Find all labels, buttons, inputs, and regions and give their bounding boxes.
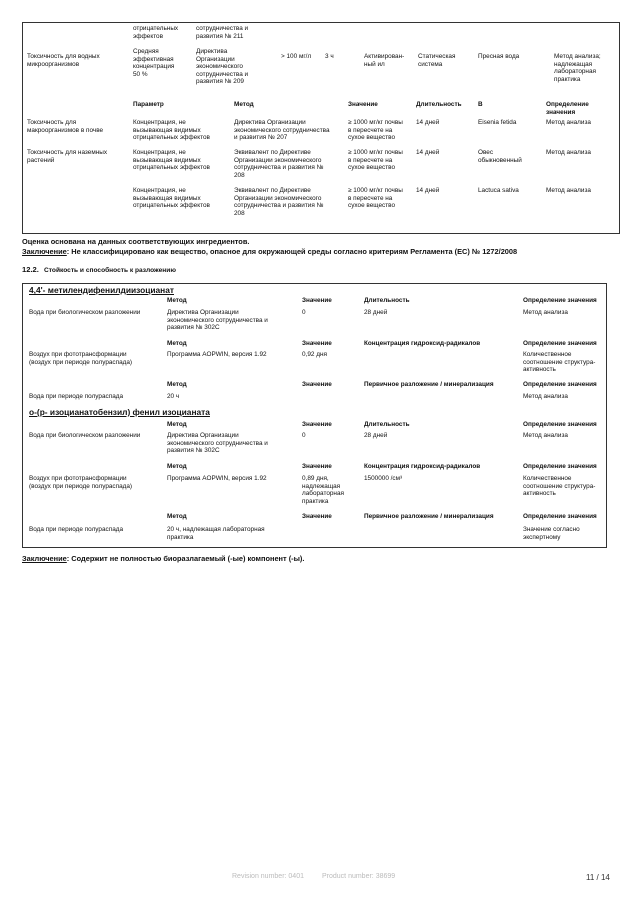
cell-label: Воздух при фототрансформации (воздух при периоде полураспада) — [29, 351, 133, 366]
conclusion-text: : Содержит не полностью биоразлагаемый (-ые) компонент (-ы). — [66, 554, 305, 563]
cell-method: 20 ч — [167, 393, 180, 400]
header-value: Значение — [302, 381, 332, 388]
header-value: Значение — [302, 297, 332, 304]
cell-label: Вода при периоде полураспада — [29, 393, 124, 400]
header-method: Метод — [167, 297, 187, 304]
page-number: 11 / 14 — [586, 873, 610, 882]
section-heading — [22, 265, 176, 274]
assessment-conclusion — [22, 247, 517, 256]
header-definition: Определение значения — [546, 101, 589, 116]
header-definition: Определение значения — [523, 463, 597, 470]
cell-method: Эквивалент по Директиве Организации экономического сотрудничества и развития № 208 — [234, 149, 324, 179]
header-method: Метод — [167, 421, 187, 428]
cell-method: Директива Организации экономического сотрудничества и развития № 302С — [167, 432, 268, 455]
header-value: Значение — [348, 101, 378, 108]
assessment-basis: Оценка основана на данных соответствующих ингредиентов. — [22, 237, 250, 246]
section-title: Стойкость и способность к разложению — [44, 267, 176, 274]
cell-duration: 14 дней — [416, 187, 440, 194]
header-col4: Первичное разложение / минерализация — [364, 381, 494, 388]
cell-value: ≥ 1000 мг/кг почвы в пересчете на сухое вещество — [348, 149, 403, 172]
header-b: В — [478, 101, 483, 108]
header-definition: Определение значения — [523, 421, 597, 428]
header-duration: Длительность — [416, 101, 462, 108]
substance-name: 4,4'- метилендифенилдиизоцианат — [29, 285, 174, 295]
ecotoxicity-table — [22, 22, 620, 234]
section-number: 12.2. — [22, 265, 39, 274]
cell-value: 0,89 дня, надлежащая лабораторная практика — [302, 475, 344, 505]
cell-method: Директива Организации экономического сотрудничества и развития № 207 — [234, 119, 330, 142]
cell-method: Программа AOPWIN, версия 1.92 — [167, 475, 267, 482]
header-definition: Определение значения — [523, 513, 597, 520]
cell-time: 3 ч — [325, 53, 334, 60]
cell-method: Эквивалент по Директиве Организации экономического сотрудничества и развития № 208 — [234, 187, 324, 217]
cell-label: Воздух при фототрансформации (воздух при периоде полураспада) — [29, 475, 133, 490]
cell-definition: Метод анализа — [523, 432, 568, 439]
cell-param: отрицательных эффектов — [133, 25, 179, 40]
header-param: Параметр — [133, 101, 164, 108]
substance-name: о-(р- изоцианатобензил) фенил изоцианата — [29, 407, 210, 417]
header-value: Значение — [302, 421, 332, 428]
cell-value: 0 — [302, 432, 306, 439]
cell-method: сотрудничества и развития № 211 — [196, 25, 249, 40]
cell-param: Средняя эффективная концентрация 50 % — [133, 48, 175, 78]
cell-value: 0 — [302, 309, 306, 316]
cell-definition: Метод анализа; надлежащая лабораторная практика — [554, 53, 601, 83]
cell-value: ≥ 1000 мг/кг почвы в пересчете на сухое вещество — [348, 187, 403, 210]
cell-definition: Значение согласно экспертному — [523, 526, 580, 541]
cell-label: Вода при биологическом разложении — [29, 309, 141, 316]
cell-label: Токсичность для наземных растений — [27, 149, 108, 164]
header-col4: Концентрация гидроксид-радикалов — [364, 340, 481, 347]
header-definition: Определение значения — [523, 297, 597, 304]
header-value: Значение — [302, 513, 332, 520]
cell-param: Концентрация, не вызывающая видимых отрицательных эффектов — [133, 149, 210, 172]
header-col4: Длительность — [364, 297, 410, 304]
cell-definition: Метод анализа — [546, 149, 591, 156]
cell-method: Директива Организации экономического сотрудничества и развития № 302С — [167, 309, 268, 332]
conclusion-label: Заключение — [22, 554, 67, 563]
header-col4: Длительность — [364, 421, 410, 428]
header-method: Метод — [234, 101, 254, 108]
cell-col4: 28 дней — [364, 309, 388, 316]
header-method: Метод — [167, 463, 187, 470]
header-method: Метод — [167, 340, 187, 347]
header-definition: Определение значения — [523, 381, 597, 388]
cell-b: Овес обыкновенный — [478, 149, 522, 164]
header-method: Метод — [167, 381, 187, 388]
cell-definition: Количественное соотношение структура- активность — [523, 351, 596, 374]
cell-duration: 14 дней — [416, 149, 440, 156]
cell-label: Токсичность для водных микроорганизмов — [27, 53, 100, 68]
product-number: Product number: 38699 — [322, 873, 396, 880]
header-col4: Концентрация гидроксид-радикалов — [364, 463, 481, 470]
cell-definition: Метод анализа — [523, 393, 568, 400]
cell-medium: Пресная вода — [478, 53, 520, 60]
cell-label: Вода при периоде полураспада — [29, 526, 124, 533]
cell-definition: Количественное соотношение структура- активность — [523, 475, 596, 498]
cell-duration: 14 дней — [416, 119, 440, 126]
cell-type: Статическая система — [418, 53, 456, 68]
conclusion-label: Заключение — [22, 247, 67, 256]
cell-definition: Метод анализа — [546, 119, 591, 126]
cell-value: > 100 мг/л — [281, 53, 312, 60]
revision-number: Revision number: 0401 — [232, 873, 304, 880]
cell-value: ≥ 1000 мг/кг почвы в пересчете на сухое вещество — [348, 119, 403, 142]
cell-method: Программа AOPWIN, версия 1.92 — [167, 351, 267, 358]
cell-label: Вода при биологическом разложении — [29, 432, 141, 439]
cell-col4: 1500000 /см³ — [364, 475, 403, 482]
header-definition: Определение значения — [523, 340, 597, 347]
cell-definition: Метод анализа — [523, 309, 568, 316]
conclusion-text: : Не классифицировано как вещество, опасное для окружающей среды согласно критериям Регламента (EC) № 1272/2008 — [66, 247, 518, 256]
cell-b: Lactuca sativa — [478, 187, 519, 194]
cell-method: 20 ч, надлежащая лабораторная практика — [167, 526, 265, 541]
cell-col4: 28 дней — [364, 432, 388, 439]
header-value: Значение — [302, 463, 332, 470]
degradability-table — [22, 283, 607, 548]
header-col4: Первичное разложение / минерализация — [364, 513, 494, 520]
cell-b: Eisenia fetida — [478, 119, 517, 126]
cell-system: Активирован- ный ил — [364, 53, 405, 68]
header-method: Метод — [167, 513, 187, 520]
header-value: Значение — [302, 340, 332, 347]
cell-value: 0,92 дня — [302, 351, 327, 358]
cell-param: Концентрация, не вызывающая видимых отрицательных эффектов — [133, 187, 210, 210]
cell-label: Токсичность для макроорганизмов в почве — [27, 119, 104, 134]
cell-definition: Метод анализа — [546, 187, 591, 194]
degradability-conclusion — [22, 554, 304, 563]
cell-param: Концентрация, не вызывающая видимых отрицательных эффектов — [133, 119, 210, 142]
cell-method: Директива Организации экономического сотрудничества и развития № 209 — [196, 48, 249, 86]
